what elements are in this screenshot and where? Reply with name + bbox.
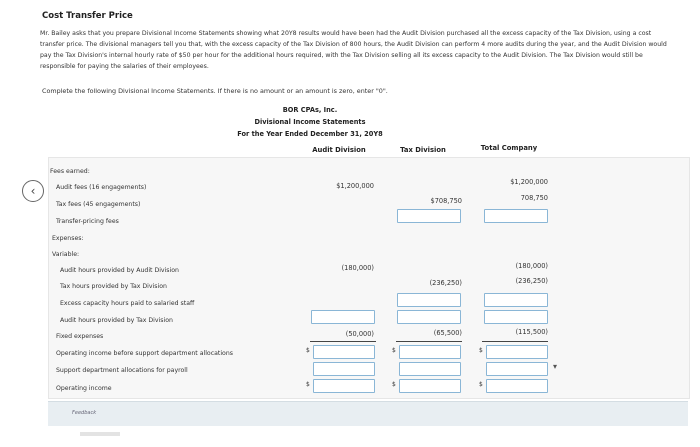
row-label: Operating income before support department allocations — [56, 350, 233, 357]
row-label: Audit fees (16 engagements) — [56, 184, 147, 191]
transfer-fees-total-input[interactable] — [484, 209, 548, 223]
cursor-icon: ▾ — [553, 362, 558, 371]
subtotal-rule — [310, 341, 376, 342]
problem-description: Mr. Bailey asks that you prepare Divisional Income Statements showing what 20Y8 results would have been had the Audit Division purchased all the excess capacity of the Tax Division, using a cost transfer price. The divisional managers tell you that, with the excess capacity of the Tax Division of 800 hours, the Audit Division can perform 4 more audits during the year, and the Audit Division would pay the Tax Division's internal hourly rate of $50 per hour for the additional hours required, with the Tax Division selling all its excess capacity to the Audit Division. The Tax Division would still be responsible for paying the salaries of their employees. — [40, 30, 667, 70]
subtotal-rule — [482, 341, 548, 342]
statement-name: Divisional Income Statements — [254, 118, 366, 126]
op-income-before-tax-input[interactable] — [399, 345, 461, 359]
row-label: Tax hours provided by Tax Division — [60, 283, 167, 290]
support-alloc-tax-input[interactable] — [399, 362, 461, 376]
value-cell: $1,200,000 — [336, 182, 374, 190]
row-label: Excess capacity hours paid to salaried staff — [60, 300, 195, 307]
col-tax-division: Tax Division — [400, 146, 446, 154]
op-income-tax-input[interactable] — [399, 379, 461, 393]
value-cell: (65,500) — [433, 329, 462, 337]
currency-sign: $ — [306, 381, 310, 388]
currency-sign: $ — [306, 347, 310, 354]
currency-sign: $ — [392, 347, 396, 354]
col-audit-division: Audit Division — [312, 146, 366, 154]
currency-sign: $ — [392, 381, 396, 388]
op-income-total-input[interactable] — [486, 379, 548, 393]
row-label: Expenses: — [52, 235, 84, 242]
row-label: Support department allocations for payroll — [56, 367, 188, 374]
row-label: Transfer-pricing fees — [56, 218, 119, 225]
value-cell: $708,750 — [430, 197, 462, 205]
value-cell: (236,250) — [429, 279, 462, 287]
instruction-text: Complete the following Divisional Income Statements. If there is no amount or an amount is zero, enter "0". — [42, 87, 388, 95]
value-cell: (115,500) — [515, 328, 548, 336]
support-alloc-audit-input[interactable] — [313, 362, 375, 376]
row-label: Audit hours provided by Audit Division — [60, 267, 179, 274]
col-total-company: Total Company — [480, 144, 538, 152]
support-alloc-total-input[interactable] — [486, 362, 548, 376]
op-income-audit-input[interactable] — [313, 379, 375, 393]
row-label: Variable: — [52, 251, 80, 258]
value-cell: $1,200,000 — [510, 178, 548, 186]
excess-capacity-tax-input[interactable] — [397, 293, 461, 307]
row-label: Audit hours provided by Tax Division — [60, 317, 173, 324]
row-label: Fixed expenses — [56, 333, 104, 340]
chevron-left-icon[interactable]: ‹ — [22, 180, 44, 202]
audit-hours-tax-total-input[interactable] — [484, 310, 548, 324]
feedback-bar — [48, 401, 688, 426]
company-name: BOR CPAs, Inc. — [282, 106, 338, 114]
op-income-before-audit-input[interactable] — [313, 345, 375, 359]
row-label: Operating income — [56, 385, 112, 392]
op-income-before-total-input[interactable] — [486, 345, 548, 359]
feedback-link[interactable]: Feedback — [72, 410, 97, 416]
row-label: Tax fees (45 engagements) — [56, 201, 141, 208]
row-label: Fees earned: — [50, 168, 90, 175]
value-cell: (50,000) — [345, 330, 374, 338]
value-cell: (180,000) — [341, 264, 374, 272]
blurred-text — [80, 432, 120, 436]
value-cell: (236,250) — [515, 277, 548, 285]
statement-period: For the Year Ended December 31, 20Y8 — [237, 130, 383, 138]
page-title: Cost Transfer Price — [42, 11, 133, 21]
audit-hours-tax-tax-input[interactable] — [397, 310, 461, 324]
transfer-fees-tax-input[interactable] — [397, 209, 461, 223]
subtotal-rule — [396, 341, 462, 342]
value-cell: (180,000) — [515, 262, 548, 270]
value-cell: 708,750 — [520, 194, 548, 202]
excess-capacity-total-input[interactable] — [484, 293, 548, 307]
audit-hours-tax-audit-input[interactable] — [311, 310, 375, 324]
currency-sign: $ — [479, 381, 483, 388]
currency-sign: $ — [479, 347, 483, 354]
